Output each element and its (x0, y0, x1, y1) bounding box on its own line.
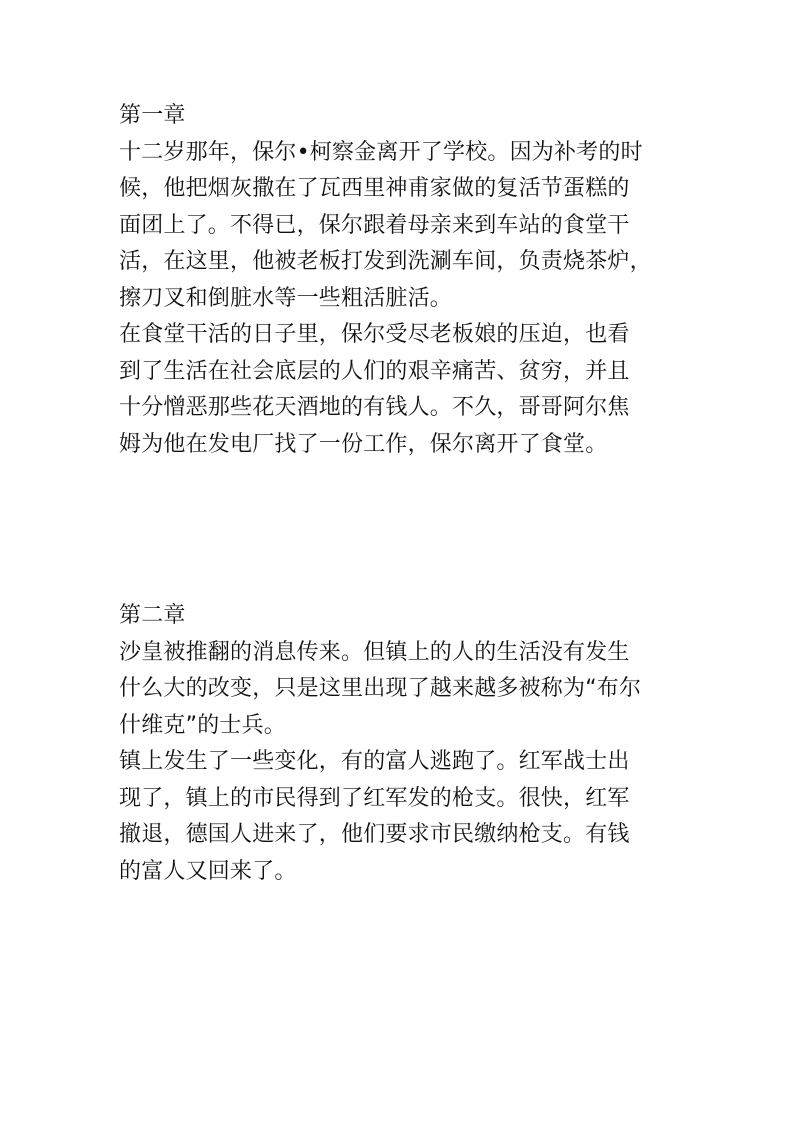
chapter-title: 第一章 (119, 103, 186, 128)
text-line: 撤退，德国人进来了，他们要求市民缴纳枪支。有钱 (119, 822, 630, 847)
text-line: 面团上了。不得已，保尔跟着母亲来到车站的食堂干 (119, 212, 630, 238)
text-line: 的富人又回来了。 (119, 858, 297, 884)
text-line: 什维克”的士兵。 (119, 712, 286, 738)
paragraph (119, 135, 679, 318)
text-line: 十分憎恶那些花天酒地的有钱人。不久，哥哥阿尔焦 (119, 395, 630, 420)
chapter-1 (119, 98, 679, 463)
paragraph (119, 635, 679, 745)
paragraph (119, 744, 679, 890)
text-line: 活，在这里，他被老板打发到洗涮车间，负责烧茶炉， (119, 249, 652, 274)
text-line: 在食堂干活的日子里，保尔受尽老板娘的压迫，也看 (119, 322, 630, 347)
text-line: 镇上发生了一些变化，有的富人逃跑了。红军战士出 (119, 749, 630, 774)
text-line: 什么大的改变，只是这里出现了越来越多被称为“布尔 (119, 676, 642, 701)
text-line: 姆为他在发电厂找了一份工作，保尔离开了食堂。 (119, 431, 608, 457)
text-line: 候，他把烟灰撒在了瓦西里神甫家做的复活节蛋糕的 (119, 176, 630, 201)
text-line: 现了，镇上的市民得到了红军发的枪支。很快，红军 (119, 785, 630, 811)
text-line: 十二岁那年，保尔•柯察金离开了学校。因为补考的时 (119, 139, 643, 165)
chapter-title: 第二章 (119, 603, 186, 628)
text-line: 擦刀叉和倒脏水等一些粗活脏活。 (119, 285, 453, 311)
paragraph (119, 317, 679, 463)
text-line: 沙皇被推翻的消息传来。但镇上的人的生活没有发生 (119, 639, 630, 665)
text-line: 到了生活在社会底层的人们的艰辛痛苦、贫穷，并且 (119, 358, 630, 384)
chapter-2 (119, 598, 679, 890)
